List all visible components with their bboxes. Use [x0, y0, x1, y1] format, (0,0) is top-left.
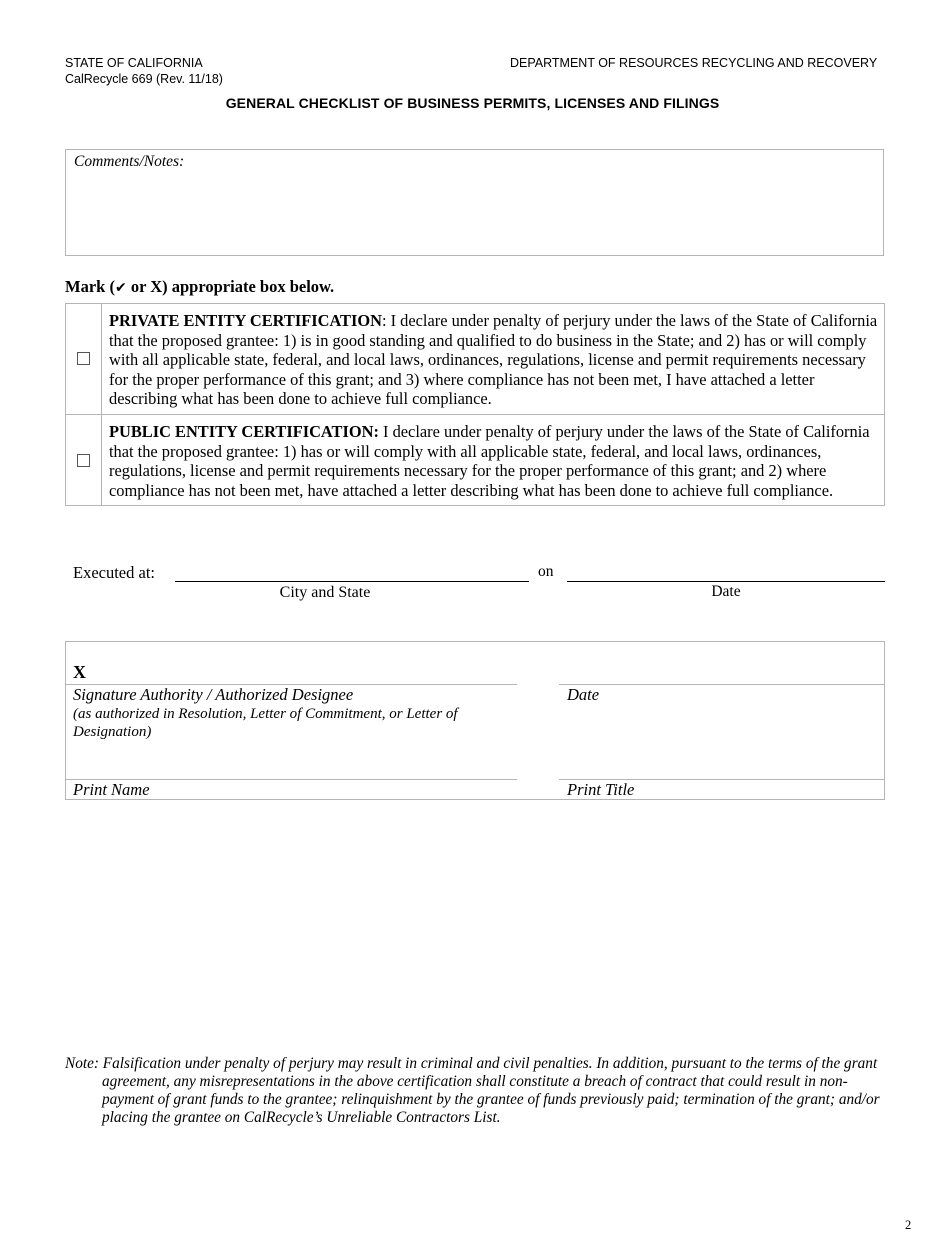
form-id: CalRecycle 669 (Rev. 11/18) — [65, 72, 223, 86]
private-entity-row — [66, 304, 884, 414]
state-label: STATE OF CALIFORNIA — [65, 56, 203, 70]
signature-box — [65, 641, 885, 800]
signature-authority-label: Signature Authority / Authorized Designee — [73, 685, 354, 704]
public-entity-row — [66, 414, 884, 505]
public-entity-text — [102, 415, 884, 505]
public-entity-checkbox[interactable] — [77, 454, 90, 467]
private-entity-text — [102, 304, 884, 414]
page-number: 2 — [905, 1218, 912, 1232]
form-title: GENERAL CHECKLIST OF BUSINESS PERMITS, LICENSES AND FILINGS — [225, 95, 720, 111]
check-icon: ✔ — [114, 280, 127, 296]
public-entity-body: I declare under penalty of perjury under the laws of the State of California that the proposed grantee: 1) has or will comply with all applicable state, federal, and local laws, ordinances, regulations, license and permit requirements necessary for the proper performance of this grant; and 2) where compliance has not been met, have attached a letter describing what has been done to achieve full compliance. — [109, 421, 870, 500]
executed-at-label: Executed at: — [73, 563, 156, 582]
mark-suffix: or X) appropriate box below. — [126, 277, 335, 296]
print-title-label: Print Title — [567, 780, 635, 799]
signature-x-mark: X — [73, 662, 86, 682]
signature-date-label: Date — [567, 685, 600, 704]
mark-instruction — [65, 277, 334, 297]
public-entity-heading: PUBLIC ENTITY CERTIFICATION: — [109, 421, 379, 441]
public-entity-check-cell — [66, 415, 102, 505]
signature-authority-sub: (as authorized in Resolution, Letter of Commitment, or Letter of Designation) — [73, 706, 458, 740]
date-field[interactable] — [567, 565, 885, 582]
mark-prefix: Mark ( — [65, 277, 115, 296]
comments-box[interactable] — [65, 149, 884, 256]
date-label: Date — [711, 583, 741, 600]
comments-label: Comments/Notes: — [74, 153, 185, 170]
private-entity-check-cell — [66, 304, 102, 414]
signature-date-line[interactable] — [559, 684, 884, 685]
private-entity-heading: PRIVATE ENTITY CERTIFICATION — [109, 311, 382, 330]
header-left — [65, 55, 223, 87]
private-entity-body: : I declare under penalty of perjury under the laws of the State of California that the proposed grantee: 1) is in good standing and qualified to do business in the State; and 2) has or will comply with all applicable state, federal, and local laws, ordinances, regulations, license and permit requirements necessary for the proper performance of this grant; and 3) where compliance has not been met, I have attached a letter describing what has been done to achieve full compliance. — [109, 311, 878, 409]
private-entity-checkbox[interactable] — [77, 352, 90, 365]
on-label: on — [538, 563, 554, 580]
perjury-note: Note: Falsification under penalty of perjury may result in criminal and civil penalties. In addition, pursuant to the terms of the grant agreement, any misrepresentations in the above certification shall constitute a breach of contract that could result in non-payment of grant funds to the grantee; relinquishment by the grantee of funds previously paid; termination of the grant; and/or placing the grantee on CalRecycle’s Unreliable Contractors List. — [65, 1055, 880, 1126]
department-label: DEPARTMENT OF RESOURCES RECYCLING AND RECOVERY — [510, 56, 878, 70]
city-state-label: City and State — [279, 584, 371, 601]
city-state-field[interactable] — [175, 565, 529, 582]
certification-table — [65, 303, 885, 506]
print-name-label: Print Name — [73, 780, 150, 799]
